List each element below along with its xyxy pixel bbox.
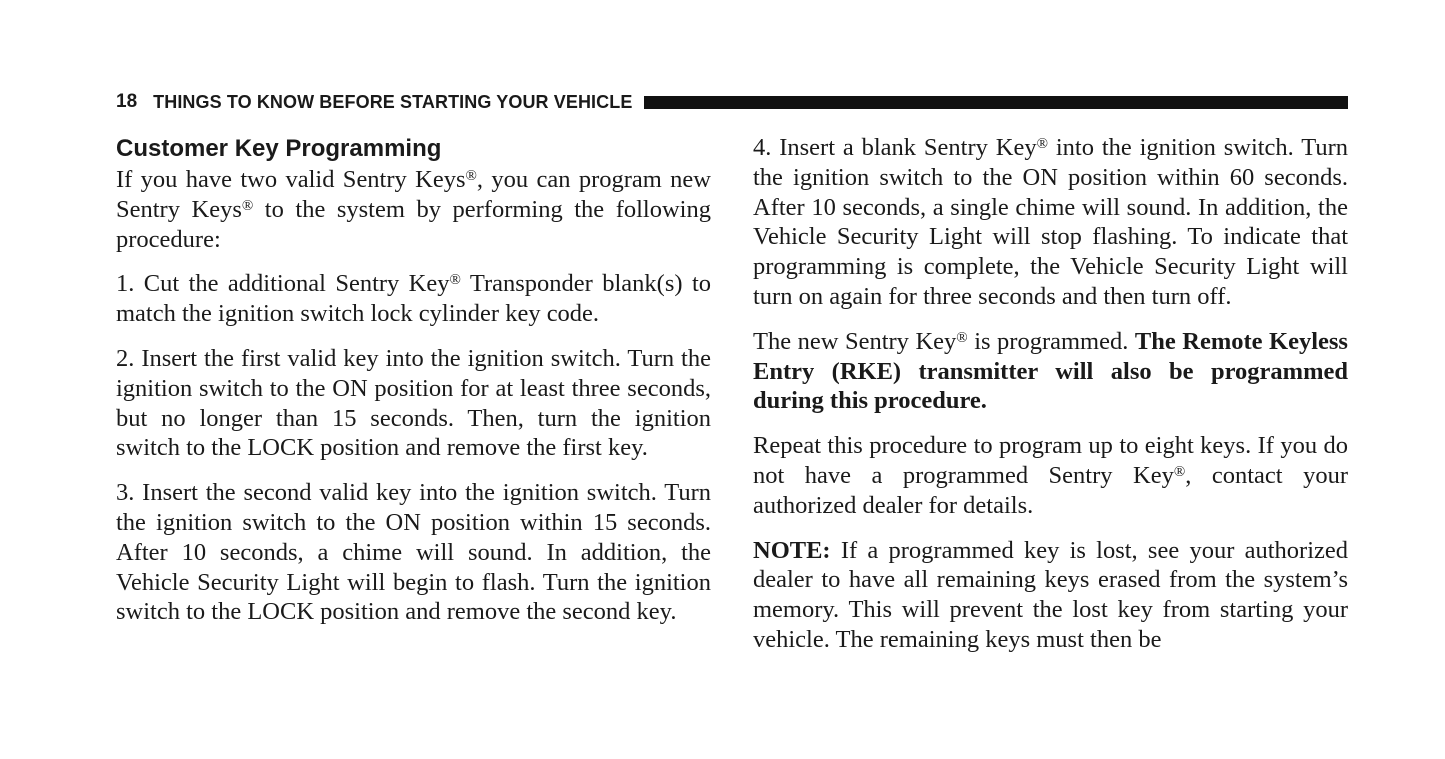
note-paragraph	[753, 536, 1348, 655]
step-3: 3. Insert the second valid key into the ignition switch. Turn the ignition switch to the ON position within 15 seconds. After 10 seconds, a chime will sound. In addition, the Vehicle Security Light will begin to flash. Turn the ignition switch to the LOCK position and remove the second key.	[116, 479, 711, 626]
registered-mark: ®	[1036, 136, 1048, 152]
step-1: 1. Cut the additional Sentry Key® Transponder blank(s) to match the ignition switch lock cylinder key code.	[116, 270, 711, 328]
registered-mark: ®	[241, 197, 254, 214]
note-text: If a programmed key is lost, see your authorized dealer to have all remaining keys erased from the system’s memory. This will prevent the lost key from starting your vehicle. The remaining keys must then be	[753, 536, 1348, 653]
left-column	[116, 133, 711, 642]
registered-mark: ®	[956, 329, 968, 346]
header-rule	[644, 96, 1348, 109]
step-4: 4. Insert a blank Sentry Key® into the ignition switch. Turn the ignition switch to the ON position within 60 seconds. After 10 seconds, a single chime will sound. In addition, the Vehicle Security Light will stop flashing. To indicate that programming is complete, the Vehicle Security Light will turn on again for three seconds and then turn off.	[753, 134, 1348, 310]
registered-mark: ®	[449, 272, 461, 289]
page-header	[116, 90, 1348, 114]
section-title: THINGS TO KNOW BEFORE STARTING YOUR VEHICLE	[153, 91, 633, 112]
note-label: NOTE:	[753, 536, 831, 564]
registered-mark: ®	[465, 168, 477, 184]
right-column	[753, 133, 1348, 670]
section-heading: Customer Key Programming	[116, 135, 442, 162]
intro-paragraph: If you have two valid Sentry Keys®, you can program new Sentry Keys® to the system by performing the following procedure:	[116, 166, 711, 253]
rke-note: The Remote Keyless Entry (RKE) transmitter will also be programmed during this procedure.	[753, 327, 1348, 415]
repeat-paragraph: Repeat this procedure to program up to eight keys. If you do not have a programmed Sentry Key®, contact your authorized dealer for details.	[753, 432, 1348, 519]
registered-mark: ®	[1173, 463, 1186, 480]
page-number: 18	[116, 91, 138, 112]
programmed-paragraph: The new Sentry Key® is programmed. The Remote Keyless Entry (RKE) transmitter will also be programmed during this procedure.	[753, 327, 1348, 415]
step-2: 2. Insert the first valid key into the ignition switch. Turn the ignition switch to the ON position for at least three seconds, but no longer than 15 seconds. Then, turn the ignition switch to the LOCK position and remove the first key.	[116, 344, 711, 462]
